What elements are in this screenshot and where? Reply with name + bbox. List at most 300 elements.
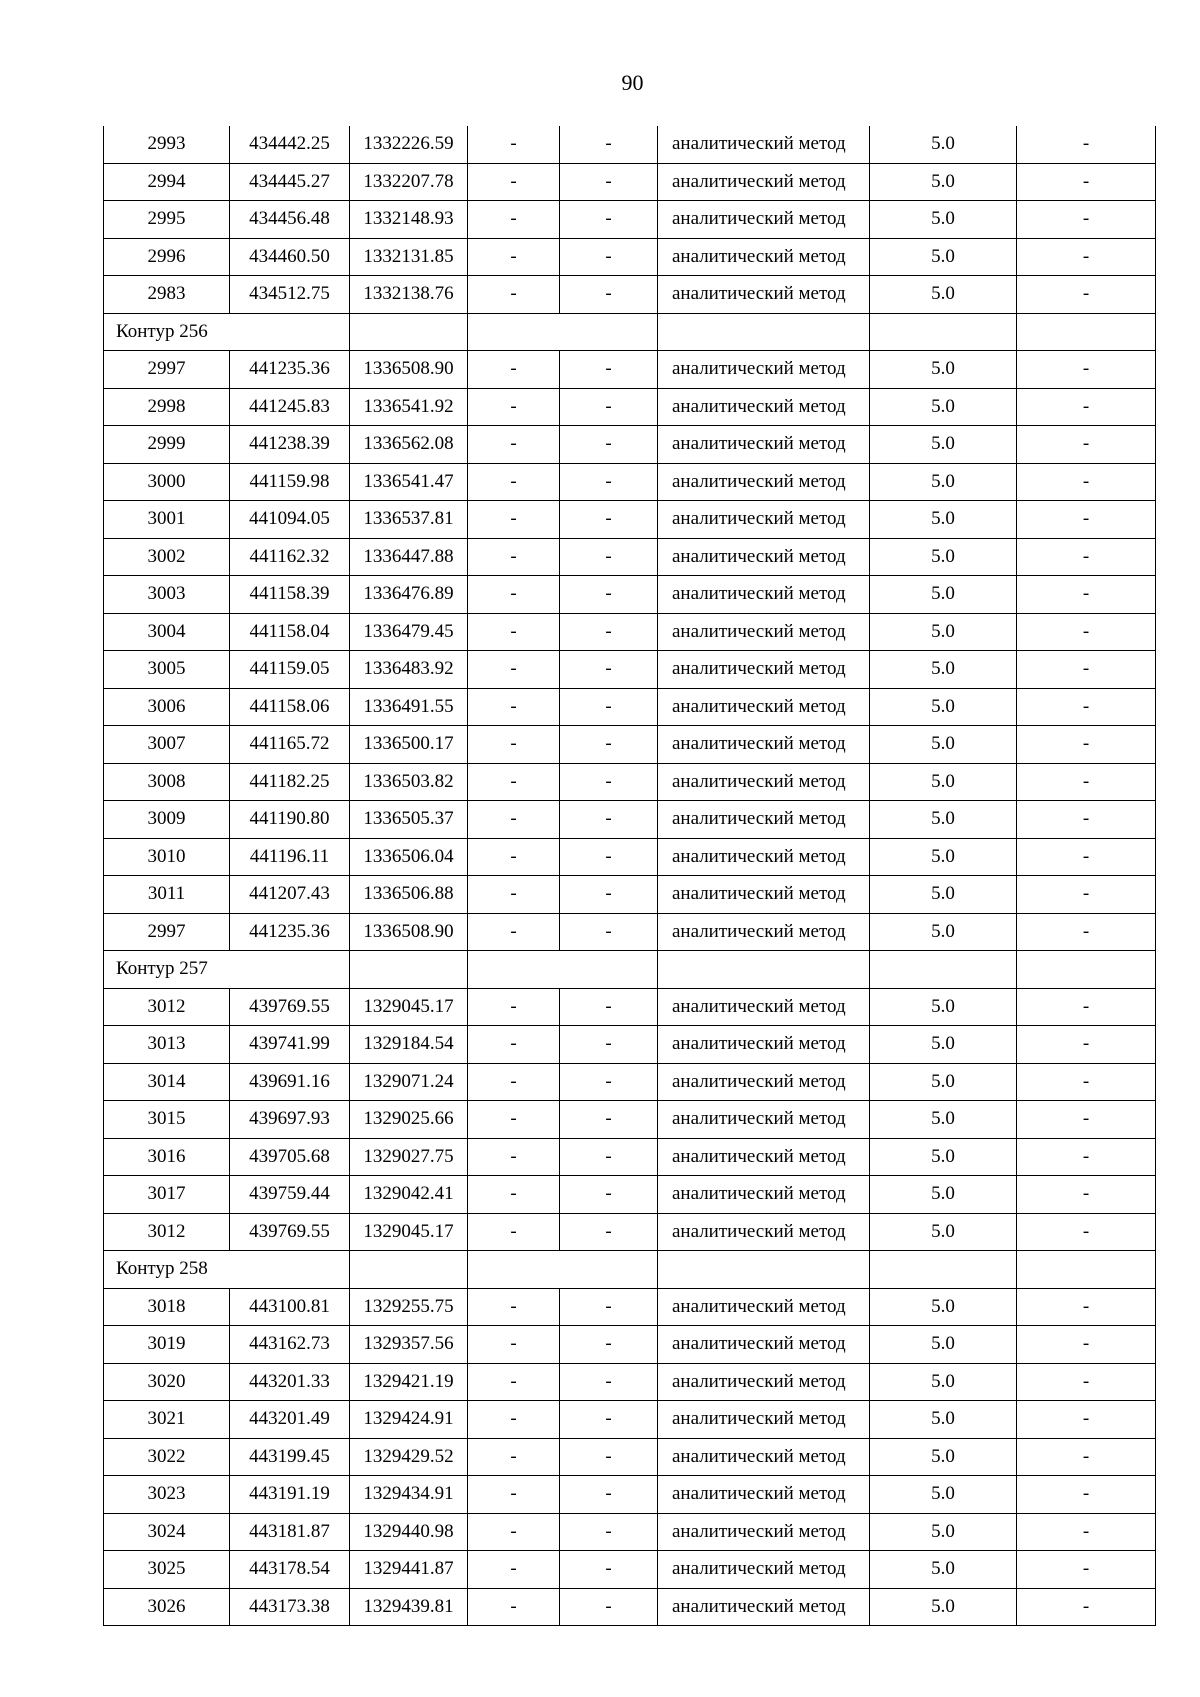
empty-value-cell: - — [1017, 501, 1156, 539]
method-cell: аналитический метод — [658, 126, 870, 163]
empty-value-cell: - — [560, 1101, 658, 1139]
y-coordinate-cell: 1332148.93 — [350, 201, 468, 239]
y-coordinate-cell: 1336447.88 — [350, 538, 468, 576]
table-row — [104, 238, 1156, 276]
accuracy-cell: 5.0 — [870, 801, 1017, 839]
point-number-cell: 3026 — [104, 1588, 230, 1626]
table-row — [104, 1213, 1156, 1251]
empty-value-cell: - — [468, 1213, 560, 1251]
empty-value-cell: - — [468, 351, 560, 389]
y-coordinate-cell: 1329042.41 — [350, 1176, 468, 1214]
empty-value-cell: - — [560, 913, 658, 951]
empty-value-cell: - — [560, 426, 658, 464]
empty-value-cell: - — [560, 1026, 658, 1064]
table-row — [104, 463, 1156, 501]
x-coordinate-cell: 434460.50 — [230, 238, 350, 276]
y-coordinate-cell: 1329184.54 — [350, 1026, 468, 1064]
empty-value-cell: - — [560, 688, 658, 726]
table-row — [104, 1513, 1156, 1551]
x-coordinate-cell: 443173.38 — [230, 1588, 350, 1626]
y-coordinate-cell: 1336503.82 — [350, 763, 468, 801]
empty-value-cell: - — [560, 351, 658, 389]
y-coordinate-cell: 1336562.08 — [350, 426, 468, 464]
y-coordinate-cell: 1336505.37 — [350, 801, 468, 839]
y-coordinate-cell: 1329434.91 — [350, 1476, 468, 1514]
table-row — [104, 201, 1156, 239]
empty-value-cell: - — [560, 1513, 658, 1551]
y-coordinate-cell: 1329045.17 — [350, 988, 468, 1026]
x-coordinate-cell: 443199.45 — [230, 1438, 350, 1476]
empty-value-cell: - — [468, 801, 560, 839]
empty-value-cell: - — [560, 838, 658, 876]
point-number-cell: 3000 — [104, 463, 230, 501]
empty-value-cell: - — [1017, 426, 1156, 464]
empty-cell — [1017, 313, 1156, 351]
empty-value-cell: - — [560, 163, 658, 201]
accuracy-cell: 5.0 — [870, 1326, 1017, 1364]
empty-cell — [1017, 1251, 1156, 1289]
table-row — [104, 388, 1156, 426]
accuracy-cell: 5.0 — [870, 276, 1017, 314]
accuracy-cell: 5.0 — [870, 651, 1017, 689]
y-coordinate-cell: 1329025.66 — [350, 1101, 468, 1139]
table-row — [104, 426, 1156, 464]
empty-value-cell: - — [1017, 1438, 1156, 1476]
empty-value-cell: - — [1017, 801, 1156, 839]
table-row — [104, 876, 1156, 914]
point-number-cell: 3011 — [104, 876, 230, 914]
point-number-cell: 3018 — [104, 1288, 230, 1326]
empty-value-cell: - — [468, 201, 560, 239]
empty-value-cell: - — [1017, 1551, 1156, 1589]
empty-cell — [870, 951, 1017, 989]
table-row — [104, 1026, 1156, 1064]
empty-value-cell: - — [468, 913, 560, 951]
point-number-cell: 3001 — [104, 501, 230, 539]
empty-value-cell: - — [1017, 726, 1156, 764]
empty-value-cell: - — [1017, 163, 1156, 201]
y-coordinate-cell: 1336491.55 — [350, 688, 468, 726]
empty-value-cell: - — [560, 126, 658, 163]
point-number-cell: 3023 — [104, 1476, 230, 1514]
method-cell: аналитический метод — [658, 501, 870, 539]
accuracy-cell: 5.0 — [870, 988, 1017, 1026]
table-row — [104, 1363, 1156, 1401]
y-coordinate-cell: 1329255.75 — [350, 1288, 468, 1326]
empty-value-cell: - — [560, 1063, 658, 1101]
empty-value-cell: - — [1017, 1363, 1156, 1401]
x-coordinate-cell: 441235.36 — [230, 351, 350, 389]
empty-value-cell: - — [468, 1476, 560, 1514]
x-coordinate-cell: 434445.27 — [230, 163, 350, 201]
method-cell: аналитический метод — [658, 426, 870, 464]
y-coordinate-cell: 1329421.19 — [350, 1363, 468, 1401]
empty-cell — [870, 1251, 1017, 1289]
empty-value-cell: - — [1017, 913, 1156, 951]
point-number-cell: 3003 — [104, 576, 230, 614]
method-cell: аналитический метод — [658, 763, 870, 801]
empty-value-cell: - — [468, 163, 560, 201]
empty-value-cell: - — [1017, 763, 1156, 801]
empty-value-cell: - — [1017, 1476, 1156, 1514]
x-coordinate-cell: 441162.32 — [230, 538, 350, 576]
empty-value-cell: - — [560, 1551, 658, 1589]
y-coordinate-cell: 1329429.52 — [350, 1438, 468, 1476]
empty-value-cell: - — [1017, 538, 1156, 576]
point-number-cell: 3006 — [104, 688, 230, 726]
method-cell: аналитический метод — [658, 876, 870, 914]
table-row — [104, 1326, 1156, 1364]
accuracy-cell: 5.0 — [870, 1176, 1017, 1214]
point-number-cell: 2998 — [104, 388, 230, 426]
x-coordinate-cell: 441238.39 — [230, 426, 350, 464]
method-cell: аналитический метод — [658, 1513, 870, 1551]
accuracy-cell: 5.0 — [870, 238, 1017, 276]
empty-value-cell: - — [560, 988, 658, 1026]
x-coordinate-cell: 443100.81 — [230, 1288, 350, 1326]
contour-header-row — [104, 313, 1156, 351]
x-coordinate-cell: 441159.05 — [230, 651, 350, 689]
empty-cell — [658, 1251, 870, 1289]
accuracy-cell: 5.0 — [870, 163, 1017, 201]
empty-value-cell: - — [560, 538, 658, 576]
empty-cell — [350, 951, 468, 989]
point-number-cell: 3010 — [104, 838, 230, 876]
empty-value-cell: - — [1017, 126, 1156, 163]
method-cell: аналитический метод — [658, 1588, 870, 1626]
point-number-cell: 2995 — [104, 201, 230, 239]
contour-label: Контур 256 — [104, 313, 350, 351]
point-number-cell: 2983 — [104, 276, 230, 314]
x-coordinate-cell: 443181.87 — [230, 1513, 350, 1551]
coordinates-table — [103, 126, 1156, 1626]
method-cell: аналитический метод — [658, 201, 870, 239]
point-number-cell: 3004 — [104, 613, 230, 651]
empty-value-cell: - — [560, 1326, 658, 1364]
table-row — [104, 538, 1156, 576]
point-number-cell: 3008 — [104, 763, 230, 801]
point-number-cell: 3013 — [104, 1026, 230, 1064]
point-number-cell: 3012 — [104, 1213, 230, 1251]
empty-value-cell: - — [560, 763, 658, 801]
empty-value-cell: - — [468, 1326, 560, 1364]
point-number-cell: 3020 — [104, 1363, 230, 1401]
x-coordinate-cell: 443201.49 — [230, 1401, 350, 1439]
empty-value-cell: - — [468, 876, 560, 914]
y-coordinate-cell: 1332131.85 — [350, 238, 468, 276]
empty-value-cell: - — [468, 276, 560, 314]
method-cell: аналитический метод — [658, 463, 870, 501]
x-coordinate-cell: 439769.55 — [230, 988, 350, 1026]
y-coordinate-cell: 1336500.17 — [350, 726, 468, 764]
empty-value-cell: - — [468, 1438, 560, 1476]
accuracy-cell: 5.0 — [870, 876, 1017, 914]
y-coordinate-cell: 1332207.78 — [350, 163, 468, 201]
point-number-cell: 2994 — [104, 163, 230, 201]
method-cell: аналитический метод — [658, 276, 870, 314]
table-row — [104, 1176, 1156, 1214]
point-number-cell: 2997 — [104, 351, 230, 389]
table-row — [104, 801, 1156, 839]
accuracy-cell: 5.0 — [870, 201, 1017, 239]
empty-cell — [468, 313, 658, 351]
empty-value-cell: - — [468, 1101, 560, 1139]
empty-value-cell: - — [1017, 1176, 1156, 1214]
empty-value-cell: - — [468, 538, 560, 576]
x-coordinate-cell: 441235.36 — [230, 913, 350, 951]
y-coordinate-cell: 1336476.89 — [350, 576, 468, 614]
empty-cell — [468, 1251, 658, 1289]
x-coordinate-cell: 441158.06 — [230, 688, 350, 726]
method-cell: аналитический метод — [658, 726, 870, 764]
method-cell: аналитический метод — [658, 1438, 870, 1476]
accuracy-cell: 5.0 — [870, 1438, 1017, 1476]
accuracy-cell: 5.0 — [870, 1551, 1017, 1589]
accuracy-cell: 5.0 — [870, 501, 1017, 539]
empty-value-cell: - — [560, 651, 658, 689]
table-row — [104, 1438, 1156, 1476]
table-body — [104, 126, 1156, 1626]
method-cell: аналитический метод — [658, 538, 870, 576]
table-row — [104, 726, 1156, 764]
x-coordinate-cell: 441165.72 — [230, 726, 350, 764]
y-coordinate-cell: 1336541.47 — [350, 463, 468, 501]
table-row — [104, 651, 1156, 689]
table-row — [104, 988, 1156, 1026]
empty-value-cell: - — [560, 1138, 658, 1176]
contour-header-row — [104, 951, 1156, 989]
empty-value-cell: - — [468, 1288, 560, 1326]
empty-value-cell: - — [1017, 1326, 1156, 1364]
empty-value-cell: - — [560, 576, 658, 614]
empty-value-cell: - — [1017, 1026, 1156, 1064]
point-number-cell: 3009 — [104, 801, 230, 839]
empty-value-cell: - — [468, 688, 560, 726]
table-row — [104, 1101, 1156, 1139]
y-coordinate-cell: 1336479.45 — [350, 613, 468, 651]
empty-cell — [658, 951, 870, 989]
method-cell: аналитический метод — [658, 1288, 870, 1326]
accuracy-cell: 5.0 — [870, 688, 1017, 726]
empty-value-cell: - — [1017, 388, 1156, 426]
empty-value-cell: - — [468, 426, 560, 464]
table-row — [104, 1138, 1156, 1176]
y-coordinate-cell: 1336483.92 — [350, 651, 468, 689]
empty-value-cell: - — [468, 988, 560, 1026]
x-coordinate-cell: 443201.33 — [230, 1363, 350, 1401]
y-coordinate-cell: 1336537.81 — [350, 501, 468, 539]
accuracy-cell: 5.0 — [870, 388, 1017, 426]
empty-cell — [1017, 951, 1156, 989]
table-row — [104, 1551, 1156, 1589]
accuracy-cell: 5.0 — [870, 1138, 1017, 1176]
empty-value-cell: - — [1017, 876, 1156, 914]
table-row — [104, 1476, 1156, 1514]
empty-value-cell: - — [1017, 1288, 1156, 1326]
accuracy-cell: 5.0 — [870, 1513, 1017, 1551]
empty-value-cell: - — [468, 126, 560, 163]
point-number-cell: 2993 — [104, 126, 230, 163]
y-coordinate-cell: 1329424.91 — [350, 1401, 468, 1439]
method-cell: аналитический метод — [658, 1176, 870, 1214]
method-cell: аналитический метод — [658, 351, 870, 389]
accuracy-cell: 5.0 — [870, 613, 1017, 651]
empty-value-cell: - — [468, 613, 560, 651]
empty-value-cell: - — [468, 1588, 560, 1626]
method-cell: аналитический метод — [658, 801, 870, 839]
point-number-cell: 2997 — [104, 913, 230, 951]
method-cell: аналитический метод — [658, 238, 870, 276]
table-row — [104, 276, 1156, 314]
method-cell: аналитический метод — [658, 1101, 870, 1139]
method-cell: аналитический метод — [658, 576, 870, 614]
table-row — [104, 501, 1156, 539]
table-row — [104, 163, 1156, 201]
y-coordinate-cell: 1336506.04 — [350, 838, 468, 876]
method-cell: аналитический метод — [658, 163, 870, 201]
point-number-cell: 3025 — [104, 1551, 230, 1589]
x-coordinate-cell: 439759.44 — [230, 1176, 350, 1214]
empty-value-cell: - — [468, 388, 560, 426]
point-number-cell: 3021 — [104, 1401, 230, 1439]
empty-value-cell: - — [468, 1513, 560, 1551]
empty-value-cell: - — [468, 501, 560, 539]
point-number-cell: 3002 — [104, 538, 230, 576]
empty-value-cell: - — [1017, 688, 1156, 726]
accuracy-cell: 5.0 — [870, 1363, 1017, 1401]
accuracy-cell: 5.0 — [870, 463, 1017, 501]
y-coordinate-cell: 1329441.87 — [350, 1551, 468, 1589]
method-cell: аналитический метод — [658, 1026, 870, 1064]
empty-value-cell: - — [468, 1063, 560, 1101]
method-cell: аналитический метод — [658, 1551, 870, 1589]
empty-value-cell: - — [560, 1476, 658, 1514]
empty-value-cell: - — [560, 613, 658, 651]
y-coordinate-cell: 1329071.24 — [350, 1063, 468, 1101]
x-coordinate-cell: 441207.43 — [230, 876, 350, 914]
empty-value-cell: - — [1017, 651, 1156, 689]
accuracy-cell: 5.0 — [870, 1026, 1017, 1064]
point-number-cell: 3016 — [104, 1138, 230, 1176]
x-coordinate-cell: 434512.75 — [230, 276, 350, 314]
method-cell: аналитический метод — [658, 1326, 870, 1364]
y-coordinate-cell: 1329027.75 — [350, 1138, 468, 1176]
empty-value-cell: - — [468, 726, 560, 764]
x-coordinate-cell: 441159.98 — [230, 463, 350, 501]
point-number-cell: 3015 — [104, 1101, 230, 1139]
point-number-cell: 3007 — [104, 726, 230, 764]
empty-cell — [870, 313, 1017, 351]
empty-value-cell: - — [1017, 838, 1156, 876]
point-number-cell: 3019 — [104, 1326, 230, 1364]
table-row — [104, 351, 1156, 389]
y-coordinate-cell: 1329045.17 — [350, 1213, 468, 1251]
method-cell: аналитический метод — [658, 913, 870, 951]
empty-value-cell: - — [560, 1176, 658, 1214]
accuracy-cell: 5.0 — [870, 1476, 1017, 1514]
contour-header-row — [104, 1251, 1156, 1289]
method-cell: аналитический метод — [658, 613, 870, 651]
empty-value-cell: - — [468, 1026, 560, 1064]
empty-value-cell: - — [560, 463, 658, 501]
empty-value-cell: - — [1017, 613, 1156, 651]
empty-value-cell: - — [468, 238, 560, 276]
empty-value-cell: - — [468, 576, 560, 614]
empty-value-cell: - — [560, 388, 658, 426]
x-coordinate-cell: 439705.68 — [230, 1138, 350, 1176]
accuracy-cell: 5.0 — [870, 913, 1017, 951]
empty-value-cell: - — [560, 276, 658, 314]
table-row — [104, 1401, 1156, 1439]
method-cell: аналитический метод — [658, 988, 870, 1026]
accuracy-cell: 5.0 — [870, 1401, 1017, 1439]
empty-cell — [350, 313, 468, 351]
accuracy-cell: 5.0 — [870, 351, 1017, 389]
empty-value-cell: - — [560, 1288, 658, 1326]
empty-value-cell: - — [560, 1363, 658, 1401]
y-coordinate-cell: 1332226.59 — [350, 126, 468, 163]
method-cell: аналитический метод — [658, 1476, 870, 1514]
empty-value-cell: - — [560, 1213, 658, 1251]
method-cell: аналитический метод — [658, 1063, 870, 1101]
x-coordinate-cell: 439697.93 — [230, 1101, 350, 1139]
method-cell: аналитический метод — [658, 688, 870, 726]
empty-value-cell: - — [468, 651, 560, 689]
x-coordinate-cell: 434442.25 — [230, 126, 350, 163]
empty-cell — [350, 1251, 468, 1289]
x-coordinate-cell: 443178.54 — [230, 1551, 350, 1589]
empty-value-cell: - — [560, 876, 658, 914]
x-coordinate-cell: 441182.25 — [230, 763, 350, 801]
y-coordinate-cell: 1329439.81 — [350, 1588, 468, 1626]
point-number-cell: 3022 — [104, 1438, 230, 1476]
empty-value-cell: - — [468, 1551, 560, 1589]
accuracy-cell: 5.0 — [870, 538, 1017, 576]
empty-cell — [658, 313, 870, 351]
empty-value-cell: - — [1017, 201, 1156, 239]
y-coordinate-cell: 1329357.56 — [350, 1326, 468, 1364]
accuracy-cell: 5.0 — [870, 763, 1017, 801]
method-cell: аналитический метод — [658, 651, 870, 689]
empty-value-cell: - — [1017, 1588, 1156, 1626]
empty-value-cell: - — [468, 1138, 560, 1176]
empty-value-cell: - — [560, 801, 658, 839]
method-cell: аналитический метод — [658, 1401, 870, 1439]
empty-value-cell: - — [1017, 1063, 1156, 1101]
empty-value-cell: - — [1017, 463, 1156, 501]
empty-value-cell: - — [468, 463, 560, 501]
accuracy-cell: 5.0 — [870, 1288, 1017, 1326]
table-row — [104, 576, 1156, 614]
empty-value-cell: - — [468, 763, 560, 801]
table-row — [104, 1588, 1156, 1626]
point-number-cell: 2996 — [104, 238, 230, 276]
method-cell: аналитический метод — [658, 838, 870, 876]
accuracy-cell: 5.0 — [870, 576, 1017, 614]
empty-value-cell: - — [560, 1401, 658, 1439]
empty-value-cell: - — [560, 238, 658, 276]
accuracy-cell: 5.0 — [870, 1063, 1017, 1101]
table-row — [104, 1288, 1156, 1326]
point-number-cell: 3024 — [104, 1513, 230, 1551]
method-cell: аналитический метод — [658, 1213, 870, 1251]
accuracy-cell: 5.0 — [870, 726, 1017, 764]
y-coordinate-cell: 1336506.88 — [350, 876, 468, 914]
empty-value-cell: - — [1017, 576, 1156, 614]
empty-value-cell: - — [468, 1401, 560, 1439]
table-row — [104, 688, 1156, 726]
x-coordinate-cell: 439691.16 — [230, 1063, 350, 1101]
